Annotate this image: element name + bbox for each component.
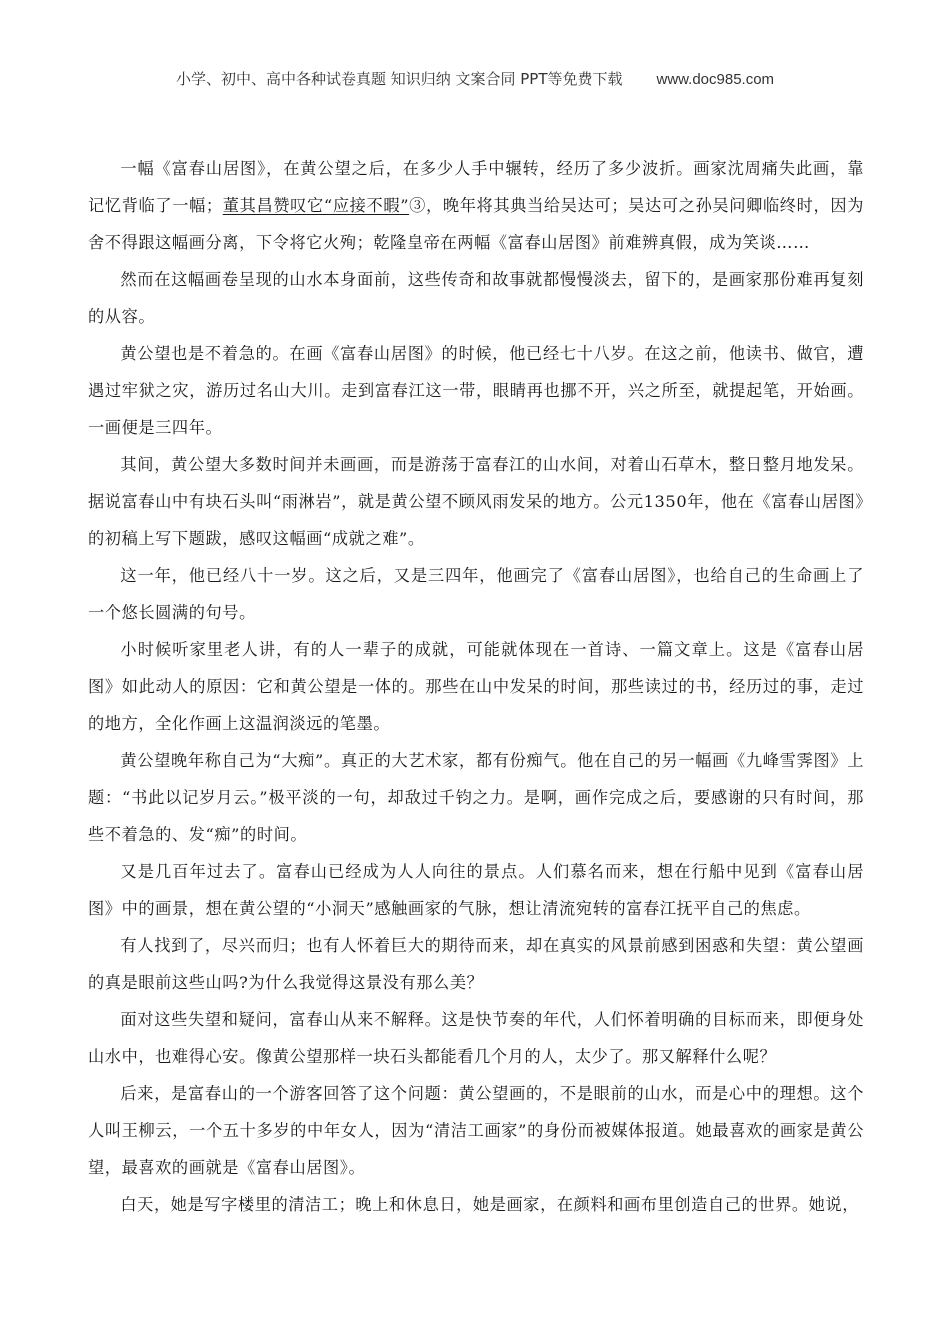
- paragraph-2: 然而在这幅画卷呈现的山水本身面前，这些传奇和故事就都慢慢淡去，留下的，是画家那份难再复刻的从容。: [88, 270, 864, 326]
- paragraph-4: 其间，黄公望大多数时间并未画画，而是游荡于富春江的山水间，对着山石草木，整日整月地发呆。据说富春山中有块石头叫“雨淋岩”，就是黄公望不顾风雨发呆的地方。公元1350年，他在《富春山居图》的初稿上写下题跋，感叹这幅画“成就之难”。: [88, 455, 864, 548]
- paragraph-3: 黄公望也是不着急的。在画《富春山居图》的时候，他已经七十八岁。在这之前，他读书、做官，遭遇过牢狱之灾，游历过名山大川。走到富春江这一带，眼睛再也挪不开，兴之所至，就提起笔，开始画。一画便是三四年。: [88, 344, 864, 437]
- paragraph-10: 面对这些失望和疑问，富春山从来不解释。这是快节奏的年代，人们怀着明确的目标而来，即便身处山水中，也难得心安。像黄公望那样一块石头都能看几个月的人，太少了。那又解释什么呢？: [88, 1010, 864, 1066]
- paragraph-1: [88, 150, 864, 261]
- paragraph-8: 又是几百年过去了。富春山已经成为人人向往的景点。人们慕名而来，想在行船中见到《富春山居图》中的画景，想在黄公望的“小洞天”感触画家的气脉，想让清流宛转的富春江抚平自己的焦虑。: [88, 862, 864, 918]
- underlined-phrase: 董其昌赞叹它“应接不暇”: [222, 196, 410, 215]
- paragraph-6: 小时候听家里老人讲，有的人一辈子的成就，可能就体现在一首诗、一篇文章上。这是《富春山居图》如此动人的原因：它和黄公望是一体的。那些在山中发呆的时间，那些读过的书，经历过的事，走过的地方，全化作画上这温润淡远的笔墨。: [88, 640, 864, 733]
- paragraph-11: 后来，是富春山的一个游客回答了这个问题：黄公望画的，不是眼前的山水，而是心中的理想。这个人叫王柳云，一个五十多岁的中年女人，因为“清洁工画家”的身份而被媒体报道。她最喜欢的画家是黄公望，最喜欢的画就是《富春山居图》。: [88, 1084, 864, 1177]
- header-text: 小学、初中、高中各种试卷真题 知识归纳 文案合同 PPT等免费下载: [175, 70, 623, 88]
- paragraph-9: 有人找到了，尽兴而归；也有人怀着巨大的期待而来，却在真实的风景前感到困惑和失望：黄公望画的真是眼前这些山吗?为什么我觉得这景没有那么美？: [88, 936, 864, 992]
- header-site-link[interactable]: www.doc985.com: [656, 71, 775, 88]
- page-header: [0, 68, 950, 89]
- paragraph-5: 这一年，他已经八十一岁。这之后，又是三四年，他画完了《富春山居图》，也给自己的生命画上了一个悠长圆满的句号。: [88, 566, 864, 622]
- paragraph-7: 黄公望晚年称自己为“大痴”。真正的大艺术家，都有份痴气。他在自己的另一幅画《九峰雪霁图》上题：“书此以记岁月云。”极平淡的一句，却敌过千钧之力。是啊，画作完成之后，要感谢的只有时间，那些不着急的、发“痴”的时间。: [88, 751, 864, 844]
- paragraph-1-text-b: ③，晚年将其典当给吴达可；吴达可之孙吴问卿临终时，因为舍不得跟这幅画分离，下令将它火殉；乾隆皇帝在两幅《富春山居图》前难辨真假，成为笑谈……: [88, 196, 864, 252]
- article-body: [88, 150, 864, 1223]
- paragraph-1-text-a: 一幅《富春山居图》，在黄公望之后，在多少人手中辗转，经历了多少波折。画家沈周痛失此画，靠记忆背临了一幅；: [88, 159, 864, 215]
- paragraph-12: 白天，她是写字楼里的清洁工；晚上和休息日，她是画家，在颜料和画布里创造自己的世界。她说，: [120, 1195, 860, 1214]
